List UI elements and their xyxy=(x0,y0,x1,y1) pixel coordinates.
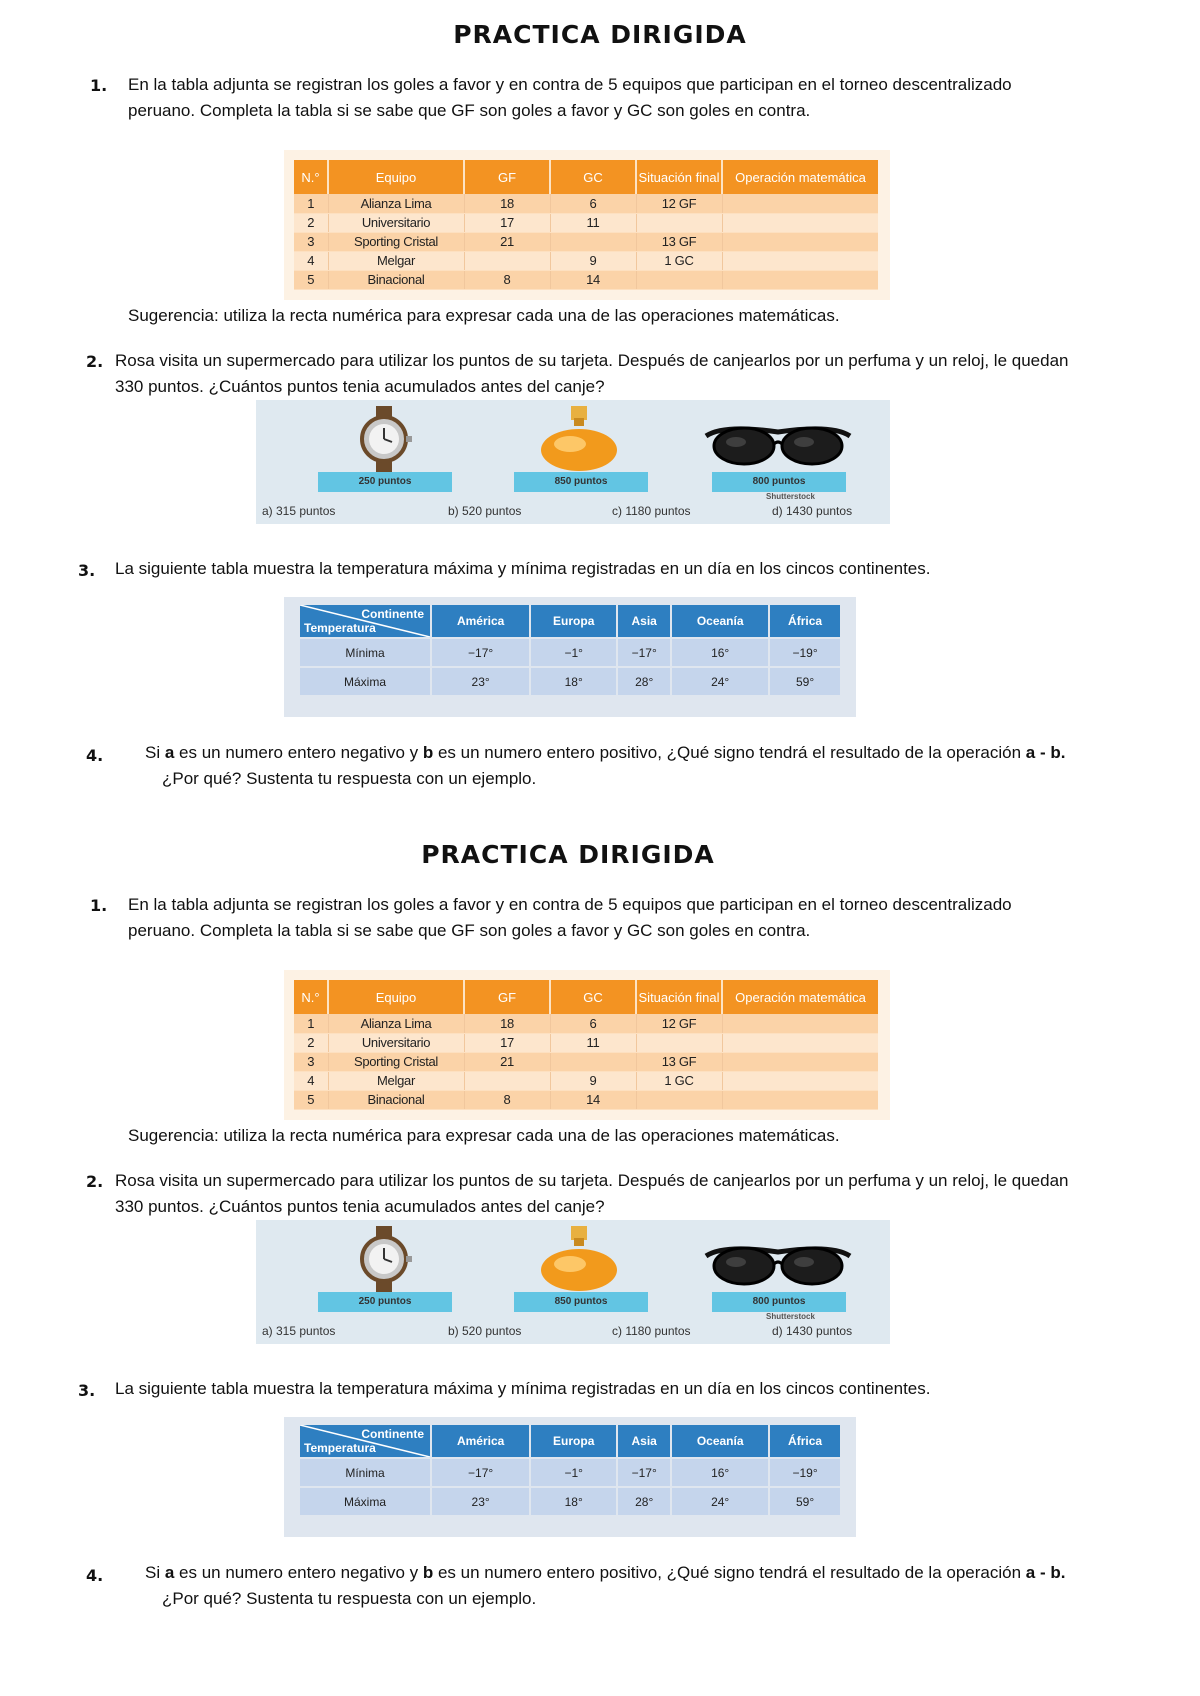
question-1-text-line-2: peruano. Completa la tabla si se sabe que GF son goles a favor y GC son goles en contra. xyxy=(128,101,811,120)
question-1-hint: Sugerencia: utiliza la recta numérica para expresar cada una de las operaciones matemáticas. xyxy=(128,1126,840,1145)
option-b: b) 520 puntos xyxy=(448,1324,522,1338)
goals-table-cell xyxy=(636,270,722,289)
goals-table-cell: 14 xyxy=(550,1090,636,1109)
goals-table-cell xyxy=(722,1090,878,1109)
goals-table-box xyxy=(284,970,890,1120)
temperature-row xyxy=(300,1488,840,1515)
temperature-cell: −1° xyxy=(531,639,616,666)
temperature-cell: −1° xyxy=(531,1459,616,1486)
goals-table-cell: 1 GC xyxy=(636,1071,722,1090)
sunglasses-price-tag: 800 puntos xyxy=(712,472,846,492)
variable-a: a xyxy=(164,1563,175,1582)
goals-table-cell xyxy=(722,1052,878,1071)
temperature-cell: 23° xyxy=(432,668,529,695)
question-number-3: 3. xyxy=(78,1381,96,1400)
goals-table-cell: 14 xyxy=(550,270,636,289)
goals-table-cell: 4 xyxy=(294,1071,328,1090)
temperature-cell: −19° xyxy=(770,639,840,666)
temp-col-asia: Asia xyxy=(618,1425,670,1457)
goals-table-cell: 17 xyxy=(464,213,550,232)
option-d: d) 1430 puntos xyxy=(772,504,853,518)
corner-label-temperature: Temperatura xyxy=(304,621,376,635)
prizes-image xyxy=(256,1220,890,1344)
goals-table-cell xyxy=(550,232,636,251)
goals-table-cell: 8 xyxy=(464,1090,550,1109)
goals-table-cell: 2 xyxy=(294,1033,328,1052)
goals-table-cell: 5 xyxy=(294,270,328,289)
temperature-row-label: Máxima xyxy=(300,1488,430,1515)
goals-col-math-operation: Operación matemática xyxy=(722,160,878,194)
question-2-text-line-1: Rosa visita un supermercado para utilizar los puntos de su tarjeta. Después de canjearlos por un perfuma y un reloj, le quedan xyxy=(115,351,1069,370)
question-3-text: La siguiente tabla muestra la temperatura máxima y mínima registradas en un día en los cincos continentes. xyxy=(115,1379,931,1398)
temperature-cell: 28° xyxy=(618,1488,670,1515)
goals-table-cell: 13 GF xyxy=(636,1052,722,1071)
practice-section xyxy=(0,0,1200,820)
perfume-price-tag: 850 puntos xyxy=(514,472,648,492)
temperature-row xyxy=(300,1459,840,1486)
perfume-icon xyxy=(538,406,620,472)
goals-table-cell: Universitario xyxy=(328,213,464,232)
goals-table-cell: Alianza Lima xyxy=(328,1014,464,1033)
temperature-cell: 16° xyxy=(672,1459,768,1486)
stock-watermark: Shutterstock xyxy=(766,1312,815,1321)
goals-table-row xyxy=(294,251,878,270)
q4-text-mid: es un numero entero negativo y xyxy=(174,743,423,762)
question-2-text-line-2: 330 puntos. ¿Cuántos puntos tenia acumulados antes del canje? xyxy=(115,1197,605,1216)
temperature-cell: 18° xyxy=(531,668,616,695)
goals-table-cell: 18 xyxy=(464,194,550,213)
question-1-text-line-1: En la tabla adjunta se registran los goles a favor y en contra de 5 equipos que participan en el torneo descentralizado xyxy=(128,75,1012,94)
temperature-header-row xyxy=(300,1425,840,1457)
watch-price-tag: 250 puntos xyxy=(318,472,452,492)
goals-table-cell: Binacional xyxy=(328,270,464,289)
option-c: c) 1180 puntos xyxy=(612,504,691,518)
goals-table-cell: Sporting Cristal xyxy=(328,1052,464,1071)
goals-table-cell xyxy=(464,251,550,270)
temperature-row xyxy=(300,668,840,695)
goals-table-cell: 12 GF xyxy=(636,1014,722,1033)
question-4-text-line-2: ¿Por qué? Sustenta tu respuesta con un ejemplo. xyxy=(162,1589,537,1608)
question-1-text-line-1: En la tabla adjunta se registran los goles a favor y en contra de 5 equipos que participan en el torneo descentralizado xyxy=(128,895,1012,914)
corner-label-temperature: Temperatura xyxy=(304,1441,376,1455)
temp-col-asia: Asia xyxy=(618,605,670,637)
temperature-row-label: Mínima xyxy=(300,639,430,666)
temperature-cell: −17° xyxy=(432,1459,529,1486)
temperature-cell: 59° xyxy=(770,668,840,695)
prizes-image xyxy=(256,400,890,524)
goals-col-number: N.° xyxy=(294,160,328,194)
goals-table-cell: 21 xyxy=(464,232,550,251)
perfume-icon xyxy=(538,1226,620,1292)
goals-table-cell xyxy=(722,251,878,270)
question-2-text-line-2: 330 puntos. ¿Cuántos puntos tenia acumulados antes del canje? xyxy=(115,377,605,396)
option-a: a) 315 puntos xyxy=(262,1324,336,1338)
watch-icon xyxy=(352,1226,416,1292)
question-number-4: 4. xyxy=(86,1566,104,1585)
goals-table-cell: 2 xyxy=(294,213,328,232)
goals-col-gc: GC xyxy=(550,980,636,1014)
goals-table-cell: 1 xyxy=(294,194,328,213)
goals-table-cell: Sporting Cristal xyxy=(328,232,464,251)
question-4-text-line-1 xyxy=(145,740,1065,766)
question-number-1: 1. xyxy=(90,76,108,95)
goals-table-cell: 5 xyxy=(294,1090,328,1109)
question-number-4: 4. xyxy=(86,746,104,765)
practice-section xyxy=(0,820,1200,1640)
temp-col-africa: África xyxy=(770,1425,840,1457)
question-3-text: La siguiente tabla muestra la temperatura máxima y mínima registradas en un día en los cincos continentes. xyxy=(115,559,931,578)
goals-table-cell xyxy=(722,1071,878,1090)
goals-table-row xyxy=(294,1033,878,1052)
goals-table-cell: 11 xyxy=(550,213,636,232)
temperature-cell: 24° xyxy=(672,668,768,695)
temp-col-america: América xyxy=(432,1425,529,1457)
operation-expression: a - b. xyxy=(1025,1563,1066,1582)
question-1-text-line-2: peruano. Completa la tabla si se sabe que GF son goles a favor y GC son goles en contra. xyxy=(128,921,811,940)
option-a: a) 315 puntos xyxy=(262,504,336,518)
goals-col-team: Equipo xyxy=(328,160,464,194)
goals-table-cell: 18 xyxy=(464,1014,550,1033)
temp-col-oceania: Oceanía xyxy=(672,605,768,637)
question-number-2: 2. xyxy=(86,1172,104,1191)
option-b: b) 520 puntos xyxy=(448,504,522,518)
variable-b: b xyxy=(422,743,434,762)
temperature-cell: 59° xyxy=(770,1488,840,1515)
goals-table-cell: 8 xyxy=(464,270,550,289)
question-2-text-line-1: Rosa visita un supermercado para utilizar los puntos de su tarjeta. Después de canjearlos por un perfuma y un reloj, le quedan xyxy=(115,1171,1069,1190)
variable-a: a xyxy=(164,743,175,762)
temperature-cell: −17° xyxy=(618,1459,670,1486)
goals-table-cell xyxy=(722,270,878,289)
goals-table-cell xyxy=(722,194,878,213)
goals-table-cell: 1 xyxy=(294,1014,328,1033)
goals-table-cell: 3 xyxy=(294,1052,328,1071)
temp-col-europa: Europa xyxy=(531,1425,616,1457)
variable-b: b xyxy=(422,1563,434,1582)
temperature-cell: −19° xyxy=(770,1459,840,1486)
temperature-table xyxy=(298,603,842,697)
goals-table-header-row xyxy=(294,980,878,1014)
goals-col-final-situation: Situación final xyxy=(636,160,722,194)
goals-table-cell: 4 xyxy=(294,251,328,270)
temperature-cell: −17° xyxy=(618,639,670,666)
corner-label-continent: Continente xyxy=(361,607,424,621)
goals-col-math-operation: Operación matemática xyxy=(722,980,878,1014)
goals-table xyxy=(294,980,878,1110)
temperature-cell: 23° xyxy=(432,1488,529,1515)
goals-col-number: N.° xyxy=(294,980,328,1014)
temperature-corner-header xyxy=(300,1425,430,1457)
temp-col-africa: África xyxy=(770,605,840,637)
question-number-2: 2. xyxy=(86,352,104,371)
question-1-hint: Sugerencia: utiliza la recta numérica para expresar cada una de las operaciones matemáticas. xyxy=(128,306,840,325)
goals-table-cell: Universitario xyxy=(328,1033,464,1052)
operation-expression: a - b. xyxy=(1025,743,1066,762)
goals-table-cell: 17 xyxy=(464,1033,550,1052)
page-title: PRACTICA DIRIGIDA xyxy=(421,840,715,869)
perfume-price-tag: 850 puntos xyxy=(514,1292,648,1312)
goals-table-cell xyxy=(722,213,878,232)
temperature-cell: 28° xyxy=(618,668,670,695)
temp-col-america: América xyxy=(432,605,529,637)
goals-table-cell xyxy=(636,213,722,232)
goals-table-cell xyxy=(722,1033,878,1052)
temperature-row-label: Máxima xyxy=(300,668,430,695)
goals-table-cell: 11 xyxy=(550,1033,636,1052)
goals-col-team: Equipo xyxy=(328,980,464,1014)
temperature-table-box xyxy=(284,597,856,717)
goals-table-row xyxy=(294,1071,878,1090)
goals-table-cell: 1 GC xyxy=(636,251,722,270)
sunglasses-icon xyxy=(704,406,852,472)
goals-table-row xyxy=(294,232,878,251)
goals-table-row xyxy=(294,1052,878,1071)
stock-watermark: Shutterstock xyxy=(766,492,815,501)
temperature-cell: 16° xyxy=(672,639,768,666)
temperature-cell: 18° xyxy=(531,1488,616,1515)
q4-text-pre: Si xyxy=(145,1563,165,1582)
goals-table-cell xyxy=(722,232,878,251)
temperature-row xyxy=(300,639,840,666)
question-4-text-line-1 xyxy=(145,1560,1065,1586)
option-d: d) 1430 puntos xyxy=(772,1324,853,1338)
q4-text-mid: es un numero entero negativo y xyxy=(174,1563,423,1582)
goals-col-gf: GF xyxy=(464,980,550,1014)
goals-col-gc: GC xyxy=(550,160,636,194)
goals-table-cell xyxy=(722,1014,878,1033)
goals-table-cell xyxy=(464,1071,550,1090)
goals-table-cell xyxy=(636,1033,722,1052)
question-4-text-line-2: ¿Por qué? Sustenta tu respuesta con un ejemplo. xyxy=(162,769,537,788)
goals-table-cell: 9 xyxy=(550,251,636,270)
corner-label-continent: Continente xyxy=(361,1427,424,1441)
goals-col-gf: GF xyxy=(464,160,550,194)
goals-col-final-situation: Situación final xyxy=(636,980,722,1014)
goals-table-cell: Melgar xyxy=(328,251,464,270)
goals-table-cell xyxy=(550,1052,636,1071)
goals-table-cell: Binacional xyxy=(328,1090,464,1109)
question-number-1: 1. xyxy=(90,896,108,915)
goals-table-cell: 6 xyxy=(550,1014,636,1033)
temperature-table xyxy=(298,1423,842,1517)
temperature-table-box xyxy=(284,1417,856,1537)
goals-table-cell: 6 xyxy=(550,194,636,213)
q4-text-post: es un numero entero positivo, ¿Qué signo tendrá el resultado de la operación xyxy=(433,743,1026,762)
sunglasses-price-tag: 800 puntos xyxy=(712,1292,846,1312)
goals-table-cell xyxy=(636,1090,722,1109)
goals-table-cell: 12 GF xyxy=(636,194,722,213)
question-number-3: 3. xyxy=(78,561,96,580)
option-c: c) 1180 puntos xyxy=(612,1324,691,1338)
goals-table-row xyxy=(294,1014,878,1033)
page-title: PRACTICA DIRIGIDA xyxy=(453,20,747,49)
goals-table-box xyxy=(284,150,890,300)
temperature-cell: −17° xyxy=(432,639,529,666)
goals-table-cell: 3 xyxy=(294,232,328,251)
goals-table-header-row xyxy=(294,160,878,194)
watch-icon xyxy=(352,406,416,472)
goals-table-row xyxy=(294,1090,878,1109)
temperature-cell: 24° xyxy=(672,1488,768,1515)
temp-col-europa: Europa xyxy=(531,605,616,637)
q4-text-post: es un numero entero positivo, ¿Qué signo tendrá el resultado de la operación xyxy=(433,1563,1026,1582)
goals-table-row xyxy=(294,270,878,289)
goals-table-cell: 9 xyxy=(550,1071,636,1090)
goals-table-cell: Melgar xyxy=(328,1071,464,1090)
temp-col-oceania: Oceanía xyxy=(672,1425,768,1457)
goals-table-cell: Alianza Lima xyxy=(328,194,464,213)
temperature-corner-header xyxy=(300,605,430,637)
goals-table-row xyxy=(294,194,878,213)
q4-text-pre: Si xyxy=(145,743,165,762)
temperature-header-row xyxy=(300,605,840,637)
goals-table-row xyxy=(294,213,878,232)
goals-table xyxy=(294,160,878,290)
goals-table-cell: 13 GF xyxy=(636,232,722,251)
temperature-row-label: Mínima xyxy=(300,1459,430,1486)
goals-table-cell: 21 xyxy=(464,1052,550,1071)
sunglasses-icon xyxy=(704,1226,852,1292)
watch-price-tag: 250 puntos xyxy=(318,1292,452,1312)
